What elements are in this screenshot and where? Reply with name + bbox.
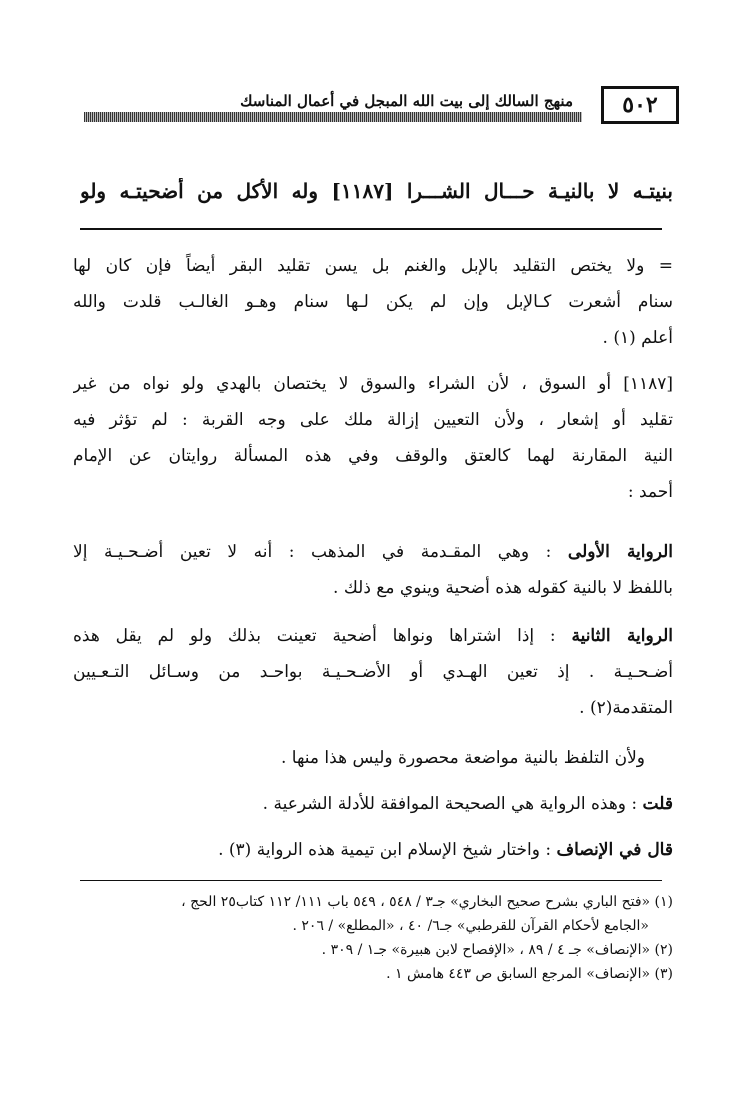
note-paragraph-1187 <box>73 366 673 510</box>
note-line: : وهذه الرواية هي الصحيحة الموافقة للأدلة الشرعية . <box>262 794 638 814</box>
first-narration-paragraph <box>73 534 673 606</box>
running-header-title: منهج السالك إلى بيت الله المبجل في أعمال المناسك <box>240 92 573 110</box>
first-narration-label: الرواية الأولى <box>567 542 673 562</box>
footnote-line: (١) «فتح الباري بشرح صحيح البخاري» جـ٣ / ٥٤٨ ، ٥٤٩ باب ١١١/ ١١٢ كتاب٢٥ الحج ، <box>181 894 673 910</box>
note-paragraph-utterance <box>85 740 645 776</box>
second-narration-paragraph <box>73 618 673 726</box>
note-line: المتقدمة(٢) . <box>579 698 673 718</box>
qult-paragraph <box>73 786 673 822</box>
qult-label: قلت <box>642 794 673 814</box>
note-paragraph-1 <box>73 248 673 356</box>
note-line: النية المقارنة لهما كالعتق والوقف وفي هذه المسألة روايتان عن الإمام <box>73 446 673 466</box>
note-line: أضـحـيـة . إذ تعين الهـدي أو الأضـحـيـة بواحـد من وسـائل التـعـيين <box>73 662 673 682</box>
main-verse-line: بنيتـه لا بالنيـة حـــال الشـــرا [١١٨٧] وله الأكل من أضحيتـه ولو <box>80 179 673 203</box>
note-line: = ولا يختص التقليد بالإبل والغنم بل يسن تقليد البقر أيضاً فإن كان لها <box>73 256 673 276</box>
main-text-separator <box>80 228 662 230</box>
note-line: سنام أشعرت كـالإبل وإن لم يكن لـها سنام وهـو الغالـب قلدت والله <box>73 292 673 312</box>
page-number: ٥٠٢ <box>622 92 658 118</box>
note-line: باللفظ لا بالنية كقوله هذه أضحية وينوي مع ذلك . <box>333 578 673 598</box>
note-line: : وهي المقـدمة في المذهب : أنه لا تعين أضـحـيـة إلا <box>73 542 552 562</box>
note-line: : واختار شيخ الإسلام ابن تيمية هذه الرواية (٣) . <box>218 840 552 860</box>
page-number-box <box>601 86 679 124</box>
note-line: أعلم (١) . <box>602 328 673 348</box>
footnote-line: (٣) «الإنصاف» المرجع السابق ص ٤٤٣ هامش ١ . <box>386 966 673 982</box>
second-narration-label: الرواية الثانية <box>571 626 673 646</box>
note-line: ولأن التلفظ بالنية مواضعة محصورة وليس هذا منها . <box>280 748 645 768</box>
footnote-separator <box>80 880 662 881</box>
footnote-line: (٢) «الإنصاف» جـ ٤ / ٨٩ ، «الإفصاح لابن هبيرة» جـ١ / ٣٠٩ . <box>321 942 673 958</box>
header-decorative-rule <box>84 112 582 122</box>
note-line: أحمد : <box>627 482 673 502</box>
footnote-line: «الجامع لأحكام القرآن للقرطبي» جـ٦/ ٤٠ ، «المطلع» / ٢٠٦ . <box>292 918 649 934</box>
note-line: تقليد أو إشعار ، ولأن التعيين إزالة ملك على وجه القربة : لم تؤثر فيه <box>73 410 673 430</box>
insaf-label: قال في الإنصاف <box>556 840 673 860</box>
note-line: [١١٨٧] أو السوق ، لأن الشراء والسوق لا يختصان بالهدي ولو نواه من غير <box>73 374 673 394</box>
note-line: : إذا اشتراها ونواها أضحية تعينت بذلك ولو لم يقل هذه <box>73 626 556 646</box>
insaf-paragraph <box>73 832 673 868</box>
footnotes <box>73 890 673 986</box>
